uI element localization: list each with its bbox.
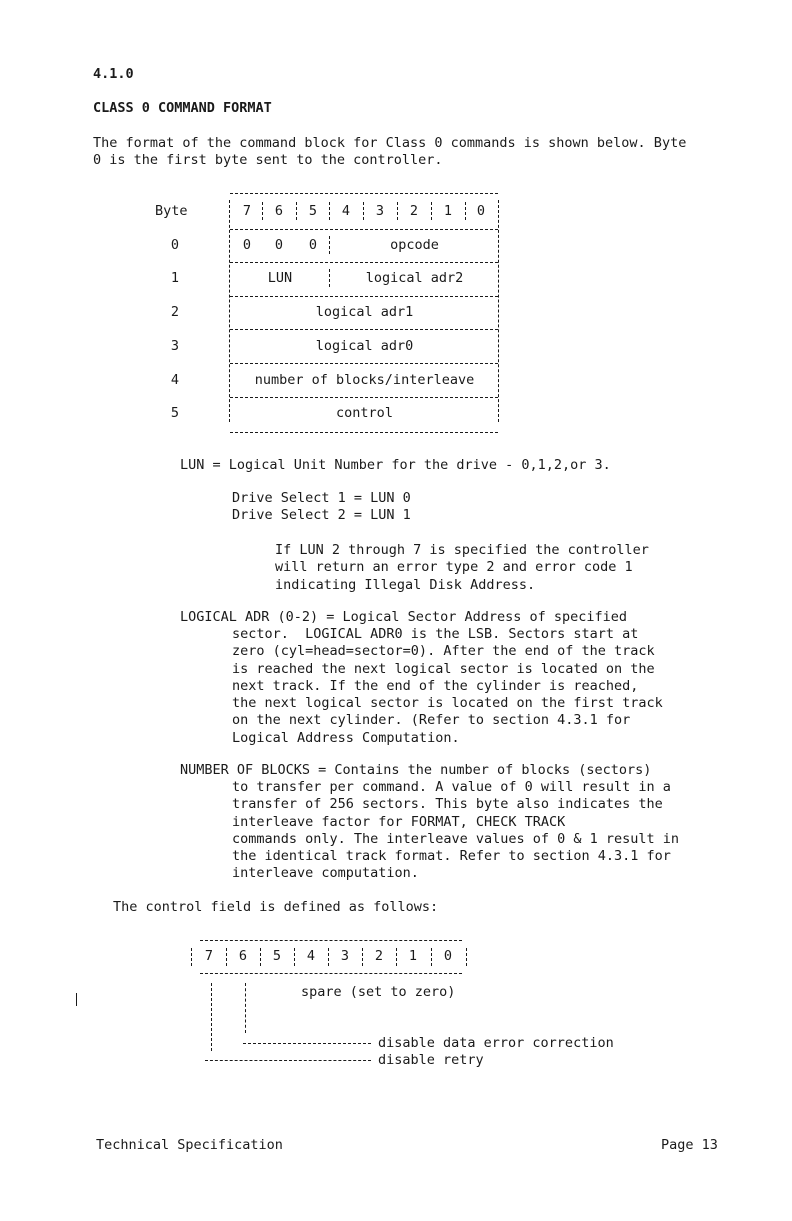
control-bit-label: 1 [408, 948, 418, 964]
logical-adr-body [232, 626, 663, 747]
opcode-field: opcode [390, 237, 439, 253]
bit6-leader-vertical [245, 983, 246, 1033]
byte-number: 1 [170, 270, 180, 286]
fixed-bit: 0 [274, 237, 284, 253]
logical-adr-line: Logical Address Computation. [232, 729, 460, 746]
lun-note-line: If LUN 2 through 7 is specified the controller [275, 542, 649, 558]
control-bit-separator [191, 948, 192, 966]
section-title: CLASS 0 COMMAND FORMAT [93, 100, 272, 116]
field-separator [329, 236, 330, 254]
number-of-blocks-line: interleave computation. [232, 865, 419, 882]
table-rule [230, 363, 498, 364]
control-bit-label: 0 [443, 948, 453, 964]
table-rule [230, 397, 498, 398]
bit-label: 6 [274, 203, 284, 219]
bit6-leader-horizontal [243, 1043, 371, 1044]
control-bit-label: 6 [238, 948, 248, 964]
section-number: 4.1.0 [93, 66, 134, 82]
logical-adr-line: the next logical sector is located on the first track [232, 695, 663, 712]
byte-number: 4 [170, 372, 180, 388]
lun-mapping-line: Drive Select 1 = LUN 0 [232, 490, 411, 506]
byte-number: 0 [170, 237, 180, 253]
table-rule [230, 329, 498, 330]
control-bit-label: 4 [306, 948, 316, 964]
byte-number: 3 [170, 338, 180, 354]
logical-adr-line: sector. LOGICAL ADR0 is the LSB. Sectors start at [232, 626, 639, 642]
control-bit-separator [362, 948, 363, 966]
bit-label: 5 [308, 203, 318, 219]
bit-separator [397, 202, 398, 220]
control-rule-top [200, 940, 462, 941]
control-bit-label: 7 [204, 948, 214, 964]
table-rule [230, 262, 498, 263]
control-bit-separator [431, 948, 432, 966]
control-bit-separator [226, 948, 227, 966]
byte-number: 5 [170, 405, 180, 421]
bit-separator [296, 202, 297, 220]
lun-note [275, 542, 649, 594]
lun-note-line: will return an error type 2 and error code 1 [275, 559, 633, 576]
bit-separator [329, 202, 330, 220]
number-of-blocks-line: the identical track format. Refer to section 4.3.1 for [232, 848, 671, 865]
bit-separator [363, 202, 364, 220]
bit-separator [262, 202, 263, 220]
control-field-intro: The control field is defined as follows: [113, 899, 439, 915]
logical-adr-line: next track. If the end of the cylinder is reached, [232, 677, 639, 694]
byte-column-header: Byte [155, 203, 188, 219]
intro-line-1: The format of the command block for Class 0 commands is shown below. Byte [93, 135, 687, 151]
logical-adr-line: zero (cyl=head=sector=0). After the end of the track [232, 643, 655, 660]
lun-note-line: indicating Illegal Disk Address. [275, 576, 536, 593]
bit7-leader-horizontal [205, 1060, 371, 1061]
bit-separator [431, 202, 432, 220]
control-bit-label: 5 [272, 948, 282, 964]
blocks-interleave-field: number of blocks/interleave [254, 372, 475, 388]
logical-adr-line: is reached the next logical sector is located on the [232, 660, 655, 677]
control-bit-label: 2 [374, 948, 384, 964]
intro-line-2: 0 is the first byte sent to the controller. [93, 152, 443, 169]
control-bit-separator [294, 948, 295, 966]
number-of-blocks-body [232, 779, 679, 883]
page-number: Page 13 [661, 1137, 718, 1153]
table-rule-bottom [230, 432, 498, 433]
number-of-blocks-line: transfer of 256 sectors. This byte also indicates the [232, 796, 663, 813]
logical-adr-line: on the next cylinder. (Refer to section 4.3.1 for [232, 712, 631, 729]
logical-adr1-field: logical adr1 [315, 304, 414, 320]
control-bit-separator [396, 948, 397, 966]
control-field: control [336, 405, 393, 421]
lun-definition: LUN = Logical Unit Number for the drive - 0,1,2,or 3. [180, 457, 611, 473]
control-bit-label: 3 [340, 948, 350, 964]
lun-field: LUN [267, 270, 293, 286]
control-bit-separator [328, 948, 329, 966]
bit-label: 1 [443, 203, 453, 219]
bit-label: 7 [242, 203, 252, 219]
bit7-leader-vertical [211, 983, 212, 1051]
table-rule [230, 229, 498, 230]
control-bit-separator [260, 948, 261, 966]
table-rule [230, 296, 498, 297]
bit-label: 2 [409, 203, 419, 219]
lun-mapping-line: Drive Select 2 = LUN 1 [232, 507, 411, 524]
bit7-description: disable retry [378, 1052, 484, 1068]
bit-separator [465, 202, 466, 220]
control-bit-separator [466, 948, 467, 966]
byte-number: 2 [170, 304, 180, 320]
intro-paragraph [93, 135, 686, 170]
number-of-blocks-definition: NUMBER OF BLOCKS = Contains the number of blocks (sectors) [180, 762, 652, 778]
fixed-bit: 0 [242, 237, 252, 253]
lun-mapping [232, 490, 411, 525]
table-rule-top [230, 193, 498, 194]
fixed-bit: 0 [308, 237, 318, 253]
bit-label: 3 [375, 203, 385, 219]
spare-bits-label: spare (set to zero) [301, 984, 456, 1000]
logical-adr2-field: logical adr2 [365, 270, 464, 286]
logical-adr-definition: LOGICAL ADR (0-2) = Logical Sector Address of specified [180, 609, 628, 625]
number-of-blocks-line: interleave factor for FORMAT, CHECK TRACK [232, 813, 566, 830]
bit-label: 0 [476, 203, 486, 219]
logical-adr0-field: logical adr0 [315, 338, 414, 354]
bit6-description: disable data error correction [378, 1035, 614, 1051]
bit-label: 4 [341, 203, 351, 219]
margin-mark [76, 993, 77, 1006]
footer-title: Technical Specification [96, 1137, 283, 1153]
table-edge-left [229, 200, 230, 422]
number-of-blocks-line: commands only. The interleave values of 0 & 1 result in [232, 830, 680, 847]
control-rule-bottom [200, 973, 462, 974]
table-edge-right [498, 200, 499, 422]
field-separator [329, 269, 330, 287]
number-of-blocks-line: to transfer per command. A value of 0 will result in a [232, 779, 671, 795]
